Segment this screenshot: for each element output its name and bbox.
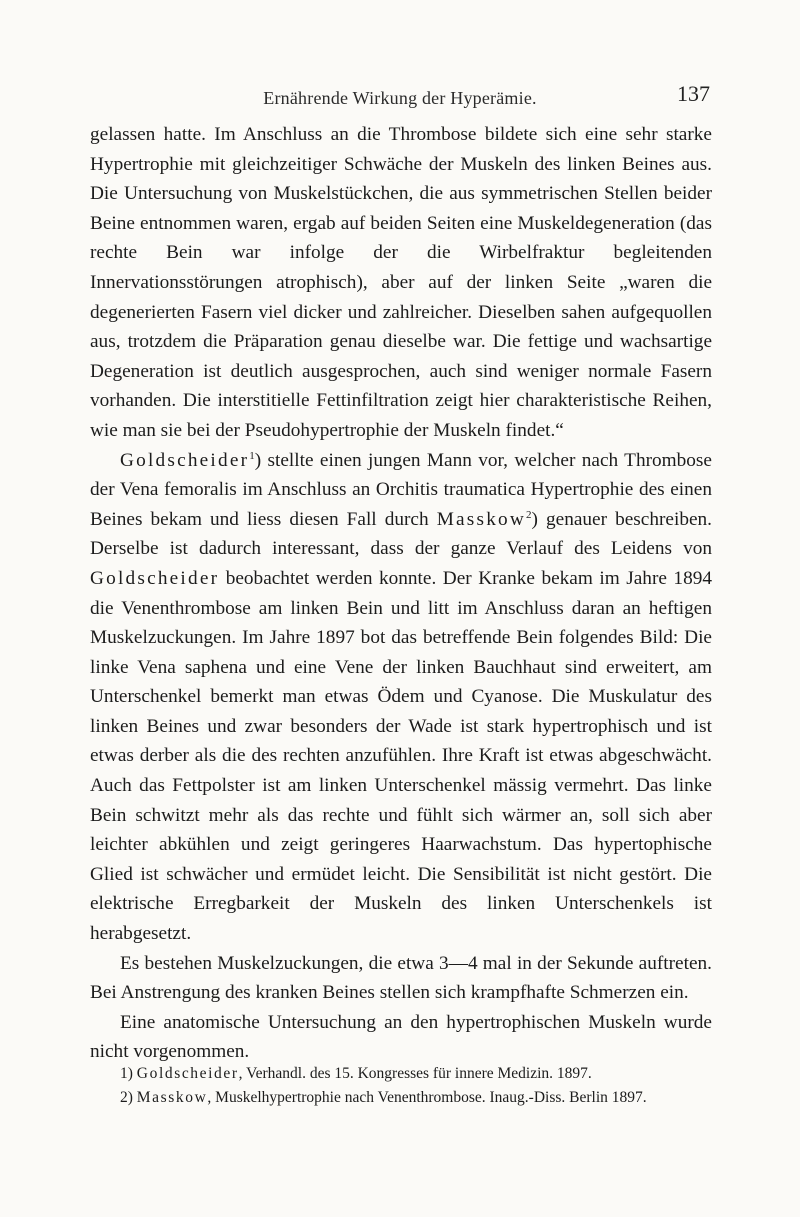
author-name: Goldscheider — [90, 567, 220, 589]
footnotes — [90, 1062, 712, 1110]
running-title: Ernährende Wirkung der Hyperämie. — [263, 88, 537, 108]
footnote-1: 1) Goldscheider, Verhandl. des 15. Kongresses für innere Medizin. 1897. — [120, 1065, 592, 1082]
page-number: 137 — [677, 81, 710, 106]
author-name: Masskow — [136, 1089, 208, 1106]
paragraph-4: Eine anatomische Untersuchung an den hypertrophischen Muskeln wurde nicht vorgenommen. — [90, 1011, 712, 1063]
author-name: Goldscheider — [136, 1065, 239, 1082]
body-text — [90, 120, 712, 1067]
paragraph-3: Es bestehen Muskelzuckungen, die etwa 3—4 mal in der Sekunde auftreten. Bei Anstrengung des kranken Beines stellen sich krampfhafte Schmerzen ein. — [90, 952, 712, 1004]
author-name: Goldscheider — [120, 449, 250, 471]
footnote-ref: 2 — [526, 508, 532, 521]
running-head — [90, 81, 710, 110]
footnote-2: 2) Masskow, Muskelhypertrophie nach Venenthrombose. Inaug.-Diss. Berlin 1897. — [120, 1089, 647, 1106]
paragraph-1: gelassen hatte. Im Anschluss an die Thrombose bildete sich eine sehr starke Hypertrophie mit gleichzeitiger Schwäche der Muskeln des linken Beines aus. Die Untersuchung von Muskelstückchen, die aus symmetrischen Stellen beider Beine entnommen waren, ergab auf beiden Seiten eine Muskeldegeneration (das rechte Bein war infolge der die Wirbelfraktur begleitenden Innervationsstörungen atrophisch), aber auf der linken Seite „waren die degenerierten Fasern viel dicker und zahlreicher. Dieselben sahen aufgequollen aus, trotzdem die Präparation genau dieselbe war. Die fettige und wachsartige Degeneration ist deutlich ausgesprochen, auch sind weniger normale Fasern vorhanden. Die interstitielle Fettinfiltration zeigt hier charakteristische Reihen, wie man sie bei der Pseudohypertrophie der Muskeln findet.“ — [90, 124, 712, 441]
author-name: Masskow — [436, 508, 527, 530]
paragraph-2: Goldscheider$^1$) stellte einen jungen Mann vor, welcher nach Thrombose der Vena femoralis im Anschluss an Orchitis traumatica Hypertrophie des einen Beines bekam und liess diesen Fall durch Masskow$^2$) genauer beschreiben. Derselbe ist dadurch interessant, dass der ganze Verlauf des Leidens von Goldscheider beobachtet werden konnte. Der Kranke bekam im Jahre 1894 die Venenthrombose am linken Bein und litt im Anschluss daran an heftigen Muskelzuckungen. Im Jahre 1897 bot das betreffende Bein folgendes Bild: Die linke Vena saphena und eine Vene der linken Bauchhaut sind erweitert, am Unterschenkel bemerkt man etwas Ödem und Cyanose. Die Muskulatur des linken Beines und zwar besonders der Wade ist stark hypertrophisch und ist etwas derber als die des rechten anzufühlen. Ihre Kraft ist etwas abgeschwächt. Auch das Fettpolster ist am linken Unterschenkel mässig vermehrt. Das linke Bein schwitzt mehr als das rechte und fühlt sich wärmer an, soll sich aber leichter abkühlen und zeigt geringeres Haarwachstum. Das hypertophische Glied ist schwächer und ermüdet leicht. Die Sensibilität ist nicht gestört. Die elektrische Erregbarkeit der Muskeln des linken Unterschenkels ist herabgesetzt. — [90, 449, 712, 945]
footnote-ref: 1 — [249, 449, 255, 462]
